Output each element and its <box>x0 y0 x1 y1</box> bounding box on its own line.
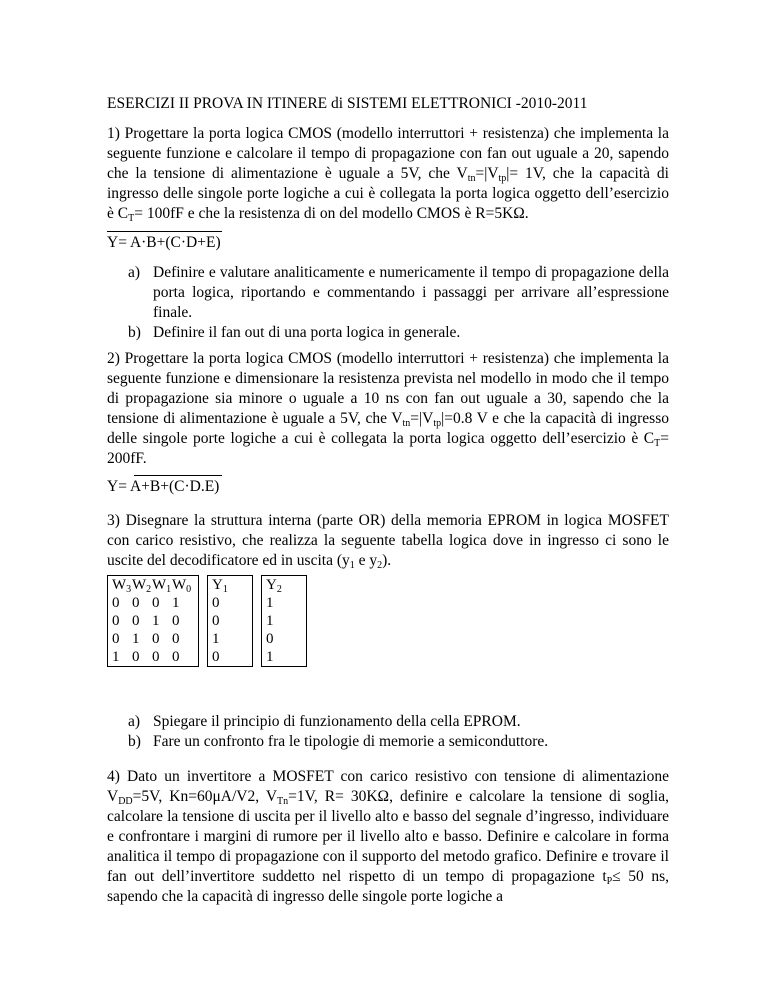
exercise-1-formula: Y= A·B+(C·D+E) <box>107 234 221 251</box>
table-row: 0 1 0 0 <box>112 631 180 647</box>
exercise-2-formula: Y= A+B+(C·D.E) <box>107 478 220 495</box>
overline-2 <box>134 475 222 476</box>
list-item: b) Fare un confronto fra le tipologie di memorie a semiconduttore. <box>128 733 549 750</box>
truth-table <box>107 575 307 667</box>
overline-1 <box>107 231 222 232</box>
exercise-3-questions <box>128 712 669 752</box>
document-title: ESERCIZI II PROVA IN ITINERE di SISTEMI ELETTRONICI -2010-2011 <box>107 95 588 112</box>
table-row: 0 0 0 1 <box>112 595 180 611</box>
list-item: a) Spiegare il principio di funzionamento della cella EPROM. <box>128 713 521 730</box>
exercise-1-text: 1) Progettare la porta logica CMOS (modello interruttori + resistenza) che implementa la seguente funzione e calcolare il tempo di propagazione con fan out uguale a 20, sapendo che la tensione di alimentazione è uguale a 5V, che $V_{tn}=|V_{tp}|= 1V$, che la capacità di ingresso delle singole porte logiche a cui è collegata la porta logica oggetto dell’esercizio è $C_T= 100fF$ e che la resistenza di on del modello CMOS è R=5KΩ. <box>107 125 669 224</box>
table-header-row: $W_3$ $W_2$ $W_1$ $W_0$ 0 0 0 1 0 0 1 0 0 1 0 0 1 0 0 0 $Y_1$ 0 0 1 0 $Y_2$ 1 1 0 1 <box>108 576 307 667</box>
table-row: 0 0 1 0 <box>112 613 180 629</box>
table-row: 1 0 0 0 <box>112 649 180 665</box>
exercise-1-questions <box>128 263 669 343</box>
exercise-4-text: 4) Dato un invertitore a MOSFET con carico resistivo con tensione di alimentazione $V_{DD}=5V$, Kn=60μA/V2, $V_{Tn}=1V$, R= 30KΩ, definire e calcolare la tensione di soglia, calcolare la tensione di uscita per il livello alto e basso del segnale d’ingresso, individuare e confrontare i margini di rumore per il livello alto e basso. Definire e calcolare in forma analitica il tempo di propagazione con il supporto del metodo grafico. Definire e trovare il fan out dell’invertitore suddetto nel rispetto di un tempo di propagazione $t_P\le 50$ ns, sapendo che la capacità di ingresso delle singole porte logiche a <box>107 768 669 905</box>
exercise-2-text: 2) Progettare la porta logica CMOS (modello interruttori + resistenza) che implementa la seguente funzione e dimensionare la resistenza prevista nel modello in modo che il tempo di propagazione sia minore o uguale a 10 ns con fan out uguale a 30, sapendo che la tensione di alimentazione è uguale a 5V, che $V_{tn}=|V_{tp}|=0.8$ V e che la capacità di ingresso delle singole porte logiche a cui è collegata la porta logica oggetto dell’esercizio è $C_T= 200fF$. <box>107 350 669 467</box>
list-item: b) Definire il fan out di una porta logica in generale. <box>128 324 461 341</box>
list-item: a) Definire e valutare analiticamente e numericamente il tempo di propagazione della porta logica, riportando e commentando i passaggi per arrivare all’espressione finale. <box>128 264 669 321</box>
exercise-3-text: 3) Disegnare la struttura interna (parte OR) della memoria EPROM in logica MOSFET con carico resistivo, che realizza la seguente tabella logica dove in ingresso ci sono le uscite del decodificatore ed in uscita ($y_1$ e $y_2$). <box>107 512 669 571</box>
